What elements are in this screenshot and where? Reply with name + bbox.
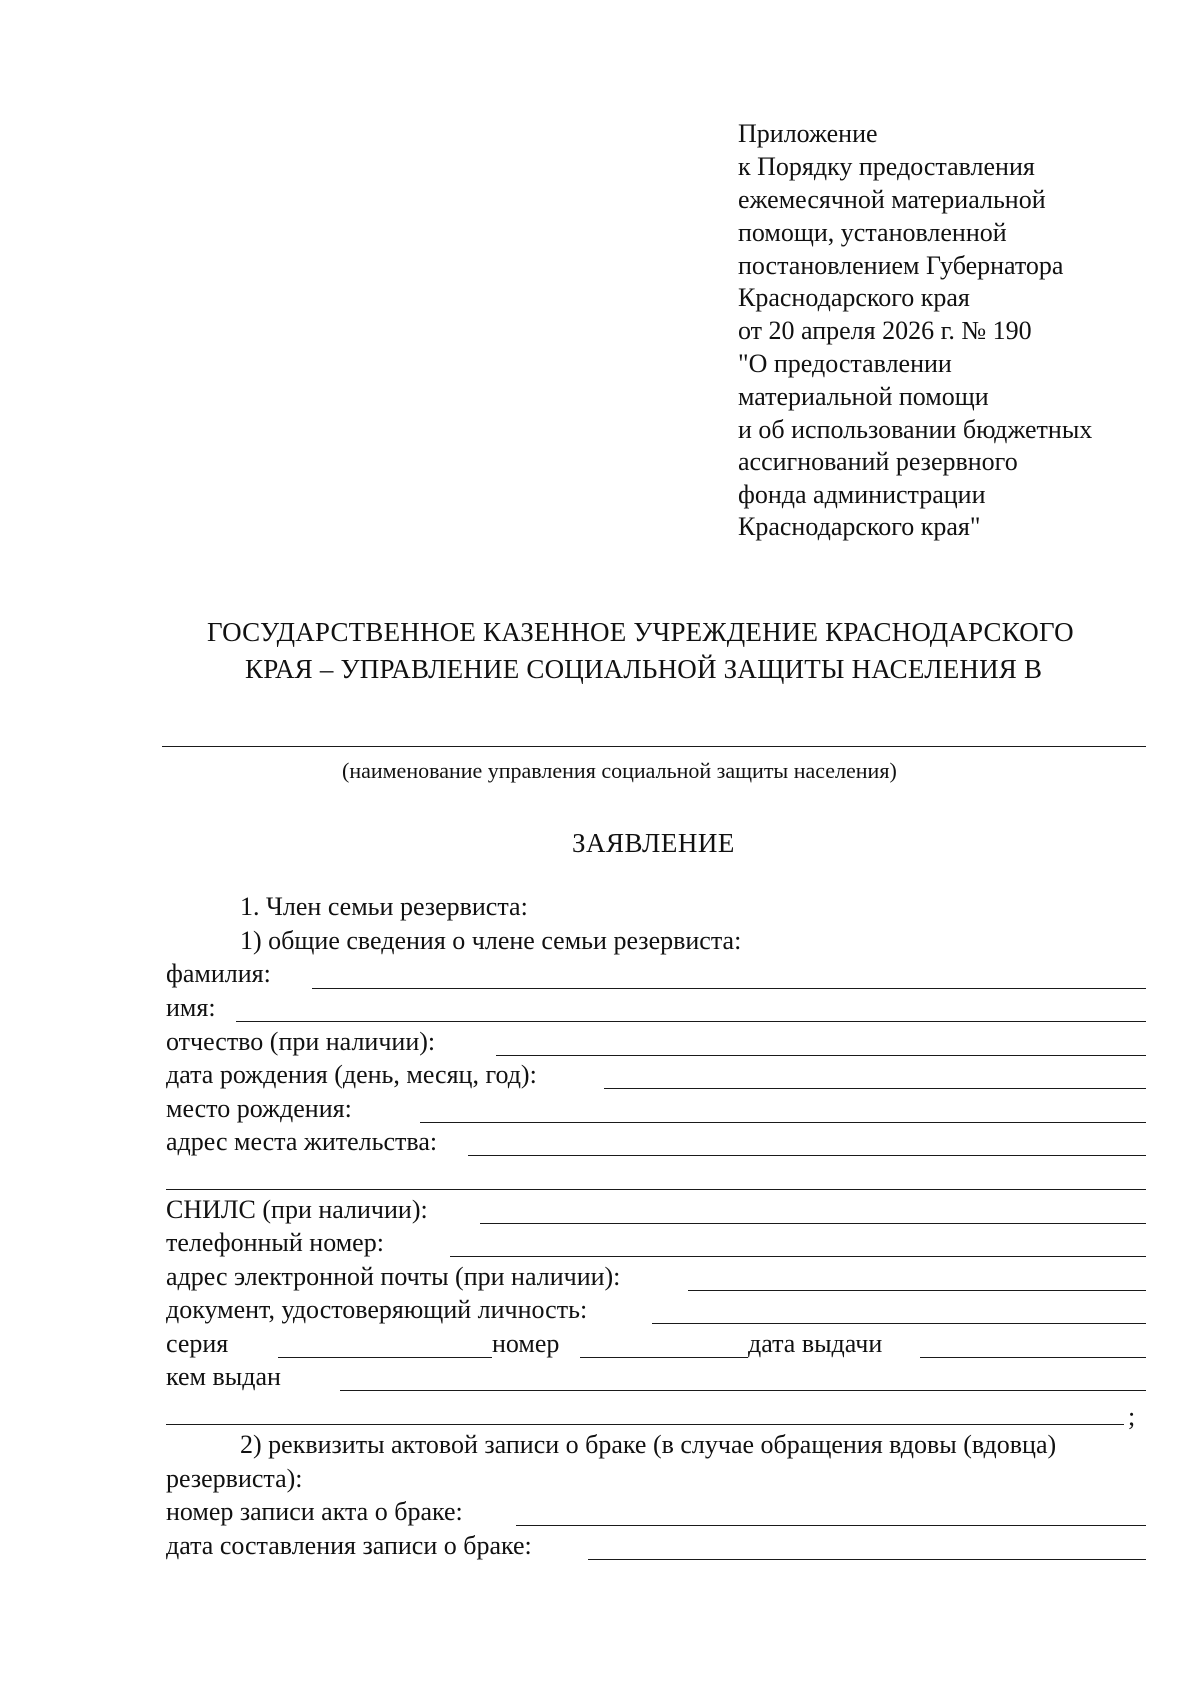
appendix-line: Краснодарского края — [738, 283, 970, 312]
marriage-record-number-label: номер записи акта о браке: — [166, 1497, 463, 1526]
birth-place-field[interactable] — [420, 1122, 1146, 1123]
appendix-line: к Порядку предоставления — [738, 152, 1035, 181]
appendix-line: "О предоставлении — [738, 349, 952, 378]
issue-date-label: дата выдачи — [748, 1329, 883, 1358]
patronymic-field[interactable] — [496, 1055, 1146, 1056]
end-semicolon: ; — [1128, 1402, 1136, 1431]
organization-name-line[interactable] — [162, 746, 1146, 747]
appendix-line: Краснодарского края" — [738, 512, 981, 541]
appendix-line: помощи, установленной — [738, 218, 1007, 247]
organization-line-1: ГОСУДАРСТВЕННОЕ КАЗЕННОЕ УЧРЕЖДЕНИЕ КРАСНОДАРСКОГО — [207, 617, 1074, 647]
name-label: имя: — [166, 993, 216, 1022]
appendix-line: постановлением Губернатора — [738, 251, 1064, 280]
marriage-record-date-label: дата составления записи о браке: — [166, 1531, 532, 1560]
appendix-line: ассигнований резервного — [738, 447, 1018, 476]
series-field[interactable] — [278, 1357, 492, 1358]
address-label: адрес места жительства: — [166, 1127, 438, 1156]
subsection-2-heading: 2) реквизиты актовой записи о браке (в случае обращения вдовы (вдовца) — [240, 1430, 1057, 1459]
phone-label: телефонный номер: — [166, 1228, 384, 1257]
marriage-record-number-field[interactable] — [516, 1525, 1146, 1526]
organization-caption: (наименование управления социальной защиты населения) — [342, 758, 897, 783]
appendix-line: от 20 апреля 2026 г. № 190 — [738, 316, 1032, 345]
organization-line-2: КРАЯ – УПРАВЛЕНИЕ СОЦИАЛЬНОЙ ЗАЩИТЫ НАСЕЛЕНИЯ В — [245, 654, 1043, 684]
issued-by-field-continued[interactable] — [166, 1424, 1124, 1425]
number-field[interactable] — [580, 1357, 748, 1358]
birth-date-label: дата рождения (день, месяц, год): — [166, 1060, 537, 1089]
series-label: серия — [166, 1329, 229, 1358]
phone-field[interactable] — [450, 1256, 1146, 1257]
number-label: номер — [492, 1329, 560, 1358]
address-field-continued[interactable] — [166, 1189, 1146, 1190]
address-field[interactable] — [468, 1155, 1146, 1156]
issued-by-field[interactable] — [340, 1390, 1146, 1391]
snils-label: СНИЛС (при наличии): — [166, 1195, 428, 1224]
issue-date-field[interactable] — [920, 1357, 1146, 1358]
snils-field[interactable] — [480, 1223, 1146, 1224]
appendix-line: ежемесячной материальной — [738, 185, 1046, 214]
email-field[interactable] — [688, 1290, 1146, 1291]
patronymic-label: отчество (при наличии): — [166, 1027, 436, 1056]
birth-place-label: место рождения: — [166, 1094, 352, 1123]
surname-label: фамилия: — [166, 959, 271, 988]
appendix-line: и об использовании бюджетных — [738, 415, 1093, 444]
birth-date-field[interactable] — [604, 1088, 1146, 1089]
subsection-2-heading-cont: резервиста): — [166, 1464, 303, 1493]
issued-by-label: кем выдан — [166, 1362, 281, 1391]
appendix-line: материальной помощи — [738, 382, 989, 411]
id-document-label: документ, удостоверяющий личность: — [166, 1295, 588, 1324]
name-field[interactable] — [236, 1021, 1146, 1022]
appendix-line: Приложение — [738, 119, 878, 148]
section-1-heading: 1. Член семьи резервиста: — [240, 892, 528, 921]
id-document-field[interactable] — [652, 1323, 1146, 1324]
surname-field[interactable] — [312, 988, 1146, 989]
subsection-1-heading: 1) общие сведения о члене семьи резервиста: — [240, 926, 742, 955]
appendix-line: фонда администрации — [738, 480, 986, 509]
document-title: ЗАЯВЛЕНИЕ — [572, 828, 735, 858]
marriage-record-date-field[interactable] — [588, 1559, 1146, 1560]
email-label: адрес электронной почты (при наличии): — [166, 1262, 621, 1291]
